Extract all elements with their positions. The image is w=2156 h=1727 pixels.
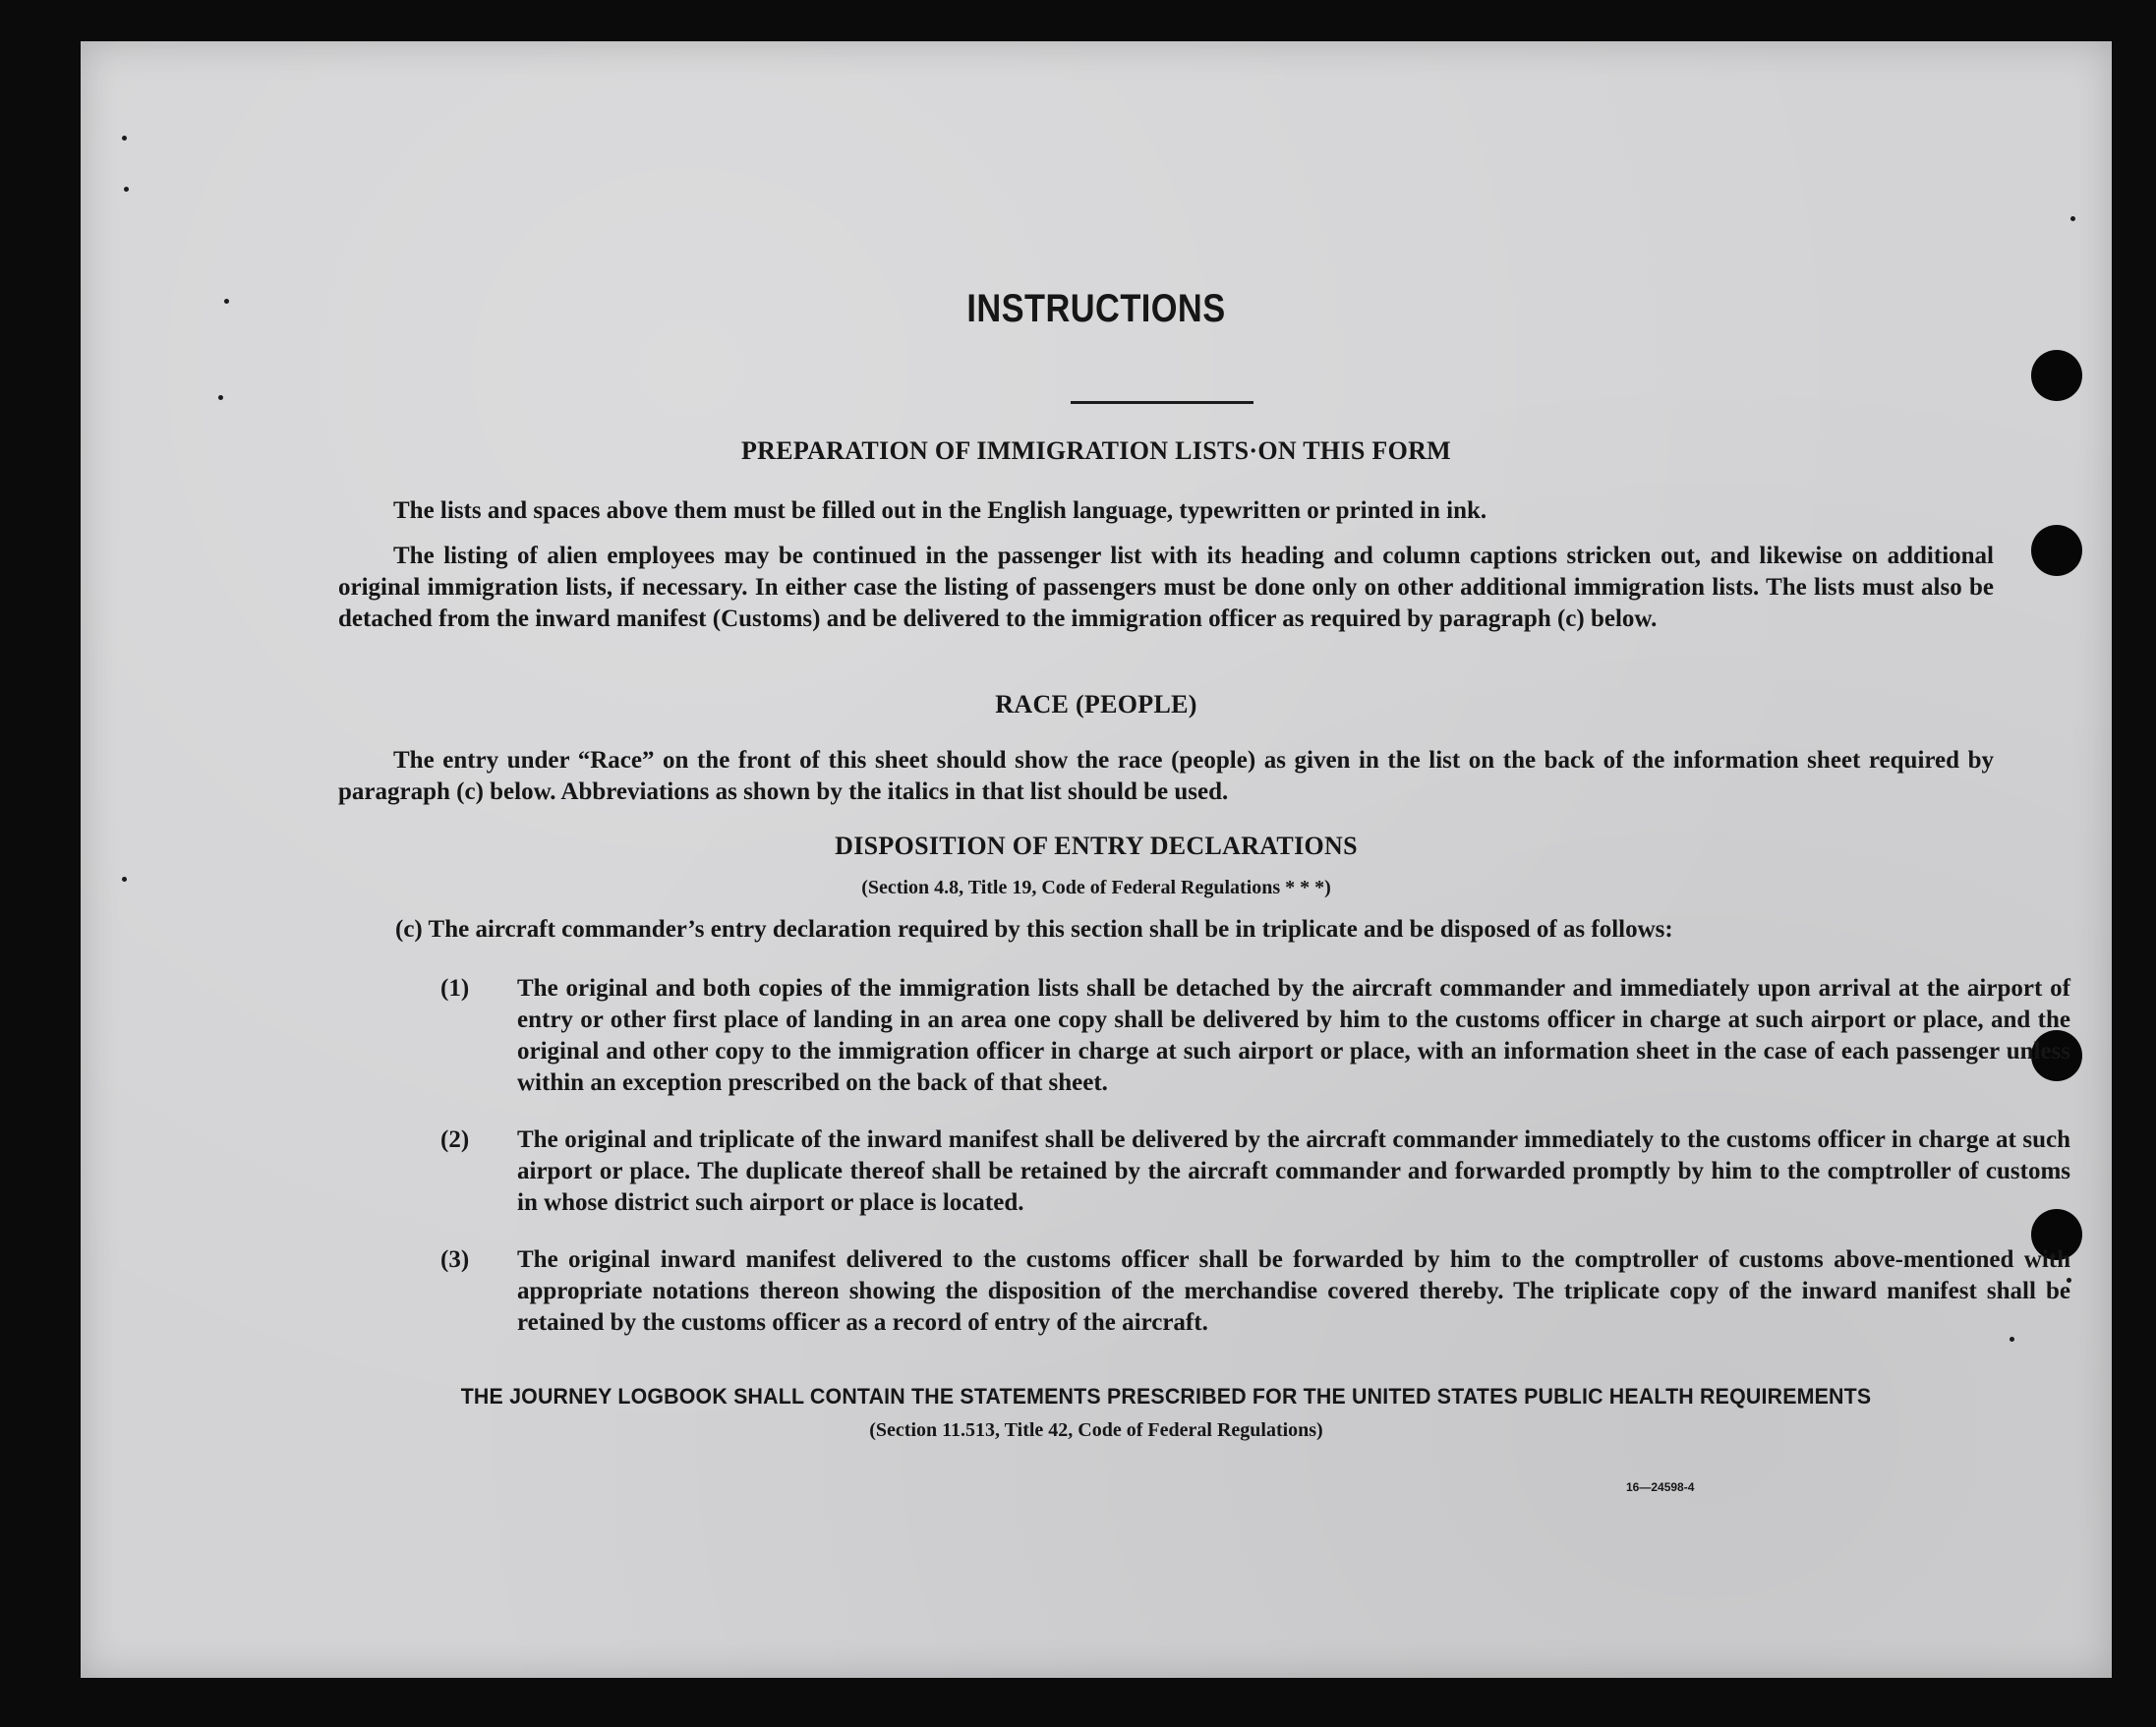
paragraph-preparation-2: The listing of alien employees may be continued in the passenger list with its heading and column captions stricken out, and likewise on additional original immigration lists, if necessary. In either case the listing of passengers must be done only on other additional immigration lists. The lists must also be detached from the inward manifest (Customs) and be delivered to the immigration officer as required by paragraph (c) below. (338, 543, 1994, 632)
list-item (440, 1124, 2070, 1219)
punch-hole (2031, 350, 2082, 401)
heading-disposition: DISPOSITION OF ENTRY DECLARATIONS (835, 832, 1358, 860)
list-item-text: The original inward manifest delivered to the customs officer shall be forwarded by him to the comptroller of customs above-mentioned with appropriate notations thereon showing the disposition of the merchandise covered thereby. The triplicate copy of the inward manifest shall be retained by the customs officer as a record of entry of the aircraft. (517, 1246, 2070, 1336)
list-item-text: The original and triplicate of the inward manifest shall be delivered by the aircraft commander immediately to the customs officer in charge at such airport or place. The duplicate thereof shall be retained by the aircraft commander and forwarded promptly by him to the comptroller of customs in whose district such airport or place is located. (517, 1126, 2070, 1216)
list-item (440, 1244, 2070, 1339)
list-item-text: The original and both copies of the immigration lists shall be detached by the aircraft commander and immediately upon arrival at the airport of entry or other first place of landing in an area one copy shall be delivered by him to the customs officer in charge at such airport or place, and the original and other copy to the immigration officer in charge at such airport or place, with an information sheet in the case of each passenger unless within an exception prescribed on the back of that sheet. (517, 975, 2070, 1096)
document-sheet (81, 41, 2112, 1678)
paper-speck (2070, 216, 2075, 221)
title-underline (1071, 401, 1253, 404)
paragraph-race: The entry under “Race” on the front of this sheet should show the race (people) as given in the list on the back of the information sheet required by paragraph (c) below. Abbreviations as shown by the italics in that list should be used. (338, 747, 1994, 805)
paper-speck (218, 395, 223, 400)
list-item-number: (3) (440, 1246, 470, 1273)
list-item (440, 973, 2070, 1099)
citation-disposition: (Section 4.8, Title 19, Code of Federal Regulations * * *) (861, 877, 1331, 898)
footer-citation: (Section 11.513, Title 42, Code of Federal Regulations) (869, 1419, 1323, 1441)
paragraph-preparation-1: The lists and spaces above them must be filled out in the English language, typewritten or printed in ink. (393, 497, 1487, 524)
list-item-number: (1) (440, 975, 470, 1002)
punch-hole (2031, 525, 2082, 576)
page-title: INSTRUCTIONS (966, 287, 1226, 330)
heading-race: RACE (PEOPLE) (995, 690, 1197, 719)
heading-preparation: PREPARATION OF IMMIGRATION LISTS·ON THIS FORM (740, 436, 1452, 465)
paper-speck (122, 136, 127, 141)
clause-c: (c) The aircraft commander’s entry declaration required by this section shall be in triplicate and be disposed of as follows: (395, 916, 1673, 943)
paper-speck (124, 187, 129, 192)
list-item-number: (2) (440, 1126, 470, 1153)
footer-statement: THE JOURNEY LOGBOOK SHALL CONTAIN THE STATEMENTS PRESCRIBED FOR THE UNITED STATES PUBLIC HEALTH REQUIREMENTS (460, 1384, 1872, 1409)
form-code: 16—24598-4 (1626, 1480, 1695, 1494)
